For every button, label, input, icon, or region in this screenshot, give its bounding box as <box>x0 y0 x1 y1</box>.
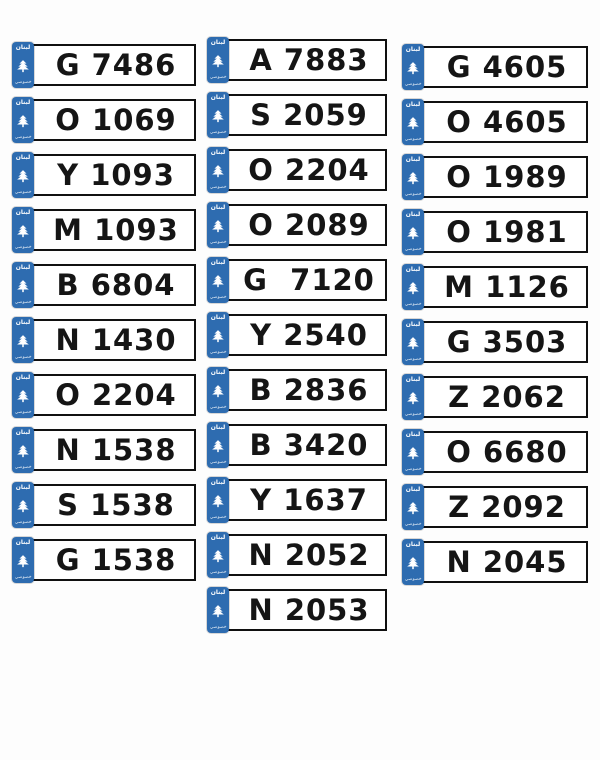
country-band <box>207 587 229 633</box>
plate-body <box>20 99 196 141</box>
plate-body <box>215 94 387 136</box>
license-plate <box>402 484 588 530</box>
country-name-arabic: لبنان <box>15 44 31 51</box>
license-plate <box>207 312 387 358</box>
plate-body <box>20 319 196 361</box>
cedar-tree-icon <box>16 499 30 513</box>
country-name-arabic: لبنان <box>210 424 226 431</box>
country-name-arabic: لبنان <box>15 374 31 381</box>
plate-category-arabic: خصوصي <box>209 459 227 465</box>
plate-number: G 3503 <box>446 324 568 359</box>
plate-body <box>215 204 387 246</box>
country-band <box>402 429 424 475</box>
plate-category-arabic: خصوصي <box>209 129 227 135</box>
license-plate <box>207 477 387 523</box>
country-band <box>402 99 424 145</box>
plate-body <box>20 429 196 471</box>
plate-body <box>410 101 588 143</box>
plate-category-arabic: خصوصي <box>404 576 422 582</box>
cedar-tree-icon <box>406 116 420 130</box>
plate-body <box>215 589 387 631</box>
plate-category-arabic: خصوصي <box>404 356 422 362</box>
plate-body <box>20 484 196 526</box>
plate-number: G 7486 <box>55 47 177 82</box>
plate-body <box>215 424 387 466</box>
country-band <box>12 427 34 473</box>
plate-number: M 1126 <box>444 269 570 304</box>
license-plate <box>207 37 387 83</box>
cedar-tree-icon <box>211 219 225 233</box>
country-band <box>207 367 229 413</box>
plate-column-3 <box>402 44 588 594</box>
license-plate <box>12 427 196 473</box>
country-name-arabic: لبنان <box>210 369 226 376</box>
country-band <box>402 374 424 420</box>
plate-category-arabic: خصوصي <box>14 574 32 580</box>
license-plate <box>207 367 387 413</box>
plate-number: G 7120 <box>243 262 375 297</box>
plate-number: G 4605 <box>446 49 568 84</box>
plate-category-arabic: خصوصي <box>209 294 227 300</box>
cedar-tree-icon <box>406 556 420 570</box>
country-name-arabic: لبنان <box>15 154 31 161</box>
country-band <box>12 482 34 528</box>
country-name-arabic: لبنان <box>405 541 421 548</box>
license-plate <box>12 207 196 253</box>
plate-category-arabic: خصوصي <box>14 189 32 195</box>
country-name-arabic: لبنان <box>210 94 226 101</box>
plate-category-arabic: خصوصي <box>209 74 227 80</box>
plate-category-arabic: خصوصي <box>209 184 227 190</box>
plate-number: Y 2540 <box>250 317 368 352</box>
cedar-tree-icon <box>211 109 225 123</box>
country-band <box>207 147 229 193</box>
license-plate <box>402 154 588 200</box>
license-plate <box>12 482 196 528</box>
license-plate <box>207 257 387 303</box>
cedar-tree-icon <box>406 446 420 460</box>
license-plate <box>12 152 196 198</box>
plate-number: O 1981 <box>446 214 568 249</box>
license-plate <box>402 44 588 90</box>
country-band <box>12 97 34 143</box>
plate-category-arabic: خصوصي <box>404 81 422 87</box>
country-band <box>207 532 229 578</box>
country-band <box>402 44 424 90</box>
country-name-arabic: لبنان <box>210 479 226 486</box>
country-band <box>12 42 34 88</box>
plate-category-arabic: خصوصي <box>14 244 32 250</box>
cedar-tree-icon <box>406 336 420 350</box>
cedar-tree-icon <box>406 501 420 515</box>
cedar-tree-icon <box>406 281 420 295</box>
plate-body <box>215 39 387 81</box>
country-band <box>12 207 34 253</box>
country-band <box>12 262 34 308</box>
plate-body <box>215 314 387 356</box>
plate-number: O 6680 <box>446 434 568 469</box>
cedar-tree-icon <box>211 549 225 563</box>
plate-category-arabic: خصوصي <box>404 246 422 252</box>
plate-category-arabic: خصوصي <box>209 349 227 355</box>
country-band <box>207 202 229 248</box>
country-name-arabic: لبنان <box>405 486 421 493</box>
plate-number: O 4605 <box>446 104 568 139</box>
license-plate <box>12 537 196 583</box>
cedar-tree-icon <box>16 59 30 73</box>
plate-category-arabic: خصوصي <box>14 299 32 305</box>
license-plate <box>402 319 588 365</box>
plate-number: O 2089 <box>248 207 370 242</box>
country-name-arabic: لبنان <box>405 321 421 328</box>
plate-number: N 1538 <box>55 432 177 467</box>
country-band <box>402 319 424 365</box>
plate-number: G 1538 <box>55 542 177 577</box>
license-plate <box>402 99 588 145</box>
plate-body <box>20 209 196 251</box>
country-name-arabic: لبنان <box>210 204 226 211</box>
country-name-arabic: لبنان <box>405 46 421 53</box>
cedar-tree-icon <box>16 114 30 128</box>
plate-category-arabic: خصوصي <box>14 464 32 470</box>
plate-body <box>215 534 387 576</box>
plate-body <box>410 541 588 583</box>
license-plate <box>12 97 196 143</box>
plate-number: Z 2092 <box>448 489 566 524</box>
cedar-tree-icon <box>16 554 30 568</box>
country-name-arabic: لبنان <box>405 431 421 438</box>
plate-body <box>20 264 196 306</box>
plate-category-arabic: خصوصي <box>209 239 227 245</box>
country-name-arabic: لبنان <box>210 39 226 46</box>
plate-number: N 2053 <box>248 592 370 627</box>
country-band <box>207 92 229 138</box>
plate-number: Y 1093 <box>57 157 175 192</box>
country-name-arabic: لبنان <box>15 484 31 491</box>
country-name-arabic: لبنان <box>15 264 31 271</box>
plate-column-2 <box>207 37 387 642</box>
plate-category-arabic: خصوصي <box>404 521 422 527</box>
country-band <box>207 257 229 303</box>
license-plate <box>207 532 387 578</box>
country-band <box>402 209 424 255</box>
license-plate <box>207 92 387 138</box>
license-plate <box>12 42 196 88</box>
plate-number: S 2059 <box>250 97 368 132</box>
plate-number: B 2836 <box>249 372 369 407</box>
plate-category-arabic: خصوصي <box>209 569 227 575</box>
plate-category-arabic: خصوصي <box>404 411 422 417</box>
plate-category-arabic: خصوصي <box>404 466 422 472</box>
plate-category-arabic: خصوصي <box>209 514 227 520</box>
license-plate <box>207 202 387 248</box>
plate-category-arabic: خصوصي <box>14 354 32 360</box>
plate-category-arabic: خصوصي <box>14 409 32 415</box>
license-plate <box>402 209 588 255</box>
country-band <box>12 372 34 418</box>
plate-number: S 1538 <box>57 487 175 522</box>
country-band <box>402 484 424 530</box>
country-band <box>207 37 229 83</box>
country-name-arabic: لبنان <box>210 149 226 156</box>
cedar-tree-icon <box>16 279 30 293</box>
cedar-tree-icon <box>16 169 30 183</box>
cedar-tree-icon <box>211 604 225 618</box>
plate-body <box>215 479 387 521</box>
plate-number: A 7883 <box>249 42 369 77</box>
country-band <box>207 477 229 523</box>
plate-number: N 1430 <box>55 322 177 357</box>
country-name-arabic: لبنان <box>210 259 226 266</box>
country-band <box>207 312 229 358</box>
license-plate <box>12 317 196 363</box>
plate-number: N 2052 <box>248 537 370 572</box>
plate-category-arabic: خصوصي <box>14 134 32 140</box>
plate-number: N 2045 <box>446 544 568 579</box>
license-plate <box>12 262 196 308</box>
plate-column-1 <box>12 42 196 592</box>
cedar-tree-icon <box>211 439 225 453</box>
plate-body <box>20 374 196 416</box>
country-band <box>207 422 229 468</box>
country-name-arabic: لبنان <box>405 266 421 273</box>
country-band <box>12 317 34 363</box>
license-plate <box>402 539 588 585</box>
country-band <box>12 537 34 583</box>
plate-body <box>215 259 387 301</box>
plate-category-arabic: خصوصي <box>14 79 32 85</box>
plate-number: Z 2062 <box>448 379 566 414</box>
cedar-tree-icon <box>211 494 225 508</box>
cedar-tree-icon <box>211 384 225 398</box>
license-plate <box>402 429 588 475</box>
plate-body <box>410 156 588 198</box>
plate-number: O 2204 <box>248 152 370 187</box>
plate-body <box>410 486 588 528</box>
plate-number: O 1069 <box>55 102 177 137</box>
cedar-tree-icon <box>16 224 30 238</box>
plate-body <box>410 266 588 308</box>
plate-body <box>215 149 387 191</box>
license-plate <box>402 264 588 310</box>
country-band <box>402 539 424 585</box>
country-band <box>402 264 424 310</box>
license-plate <box>207 147 387 193</box>
license-plate <box>207 587 387 633</box>
plate-body <box>20 539 196 581</box>
license-plate <box>402 374 588 420</box>
country-name-arabic: لبنان <box>210 589 226 596</box>
cedar-tree-icon <box>16 444 30 458</box>
country-name-arabic: لبنان <box>15 429 31 436</box>
plate-body <box>410 321 588 363</box>
plate-category-arabic: خصوصي <box>14 519 32 525</box>
license-plate <box>207 422 387 468</box>
plate-body <box>20 154 196 196</box>
country-name-arabic: لبنان <box>405 101 421 108</box>
plate-category-arabic: خصوصي <box>209 404 227 410</box>
plate-category-arabic: خصوصي <box>404 136 422 142</box>
cedar-tree-icon <box>406 391 420 405</box>
country-name-arabic: لبنان <box>405 376 421 383</box>
license-plate <box>12 372 196 418</box>
plate-category-arabic: خصوصي <box>404 301 422 307</box>
country-name-arabic: لبنان <box>210 314 226 321</box>
country-name-arabic: لبنان <box>405 156 421 163</box>
country-name-arabic: لبنان <box>15 319 31 326</box>
country-name-arabic: لبنان <box>405 211 421 218</box>
plate-category-arabic: خصوصي <box>209 624 227 630</box>
country-name-arabic: لبنان <box>15 99 31 106</box>
plate-body <box>410 211 588 253</box>
plate-number: O 2204 <box>55 377 177 412</box>
plate-number: B 3420 <box>249 427 369 462</box>
cedar-tree-icon <box>16 389 30 403</box>
country-band <box>12 152 34 198</box>
plate-number: B 6804 <box>56 267 176 302</box>
plate-category-arabic: خصوصي <box>404 191 422 197</box>
country-name-arabic: لبنان <box>210 534 226 541</box>
cedar-tree-icon <box>211 274 225 288</box>
plate-number: Y 1637 <box>250 482 368 517</box>
cedar-tree-icon <box>406 226 420 240</box>
cedar-tree-icon <box>211 329 225 343</box>
cedar-tree-icon <box>16 334 30 348</box>
cedar-tree-icon <box>211 164 225 178</box>
plate-number: O 1989 <box>446 159 568 194</box>
plate-body <box>410 431 588 473</box>
cedar-tree-icon <box>211 54 225 68</box>
plate-body <box>215 369 387 411</box>
cedar-tree-icon <box>406 61 420 75</box>
country-band <box>402 154 424 200</box>
plate-body <box>20 44 196 86</box>
plate-body <box>410 46 588 88</box>
cedar-tree-icon <box>406 171 420 185</box>
plate-body <box>410 376 588 418</box>
country-name-arabic: لبنان <box>15 209 31 216</box>
country-name-arabic: لبنان <box>15 539 31 546</box>
plate-number: M 1093 <box>53 212 179 247</box>
